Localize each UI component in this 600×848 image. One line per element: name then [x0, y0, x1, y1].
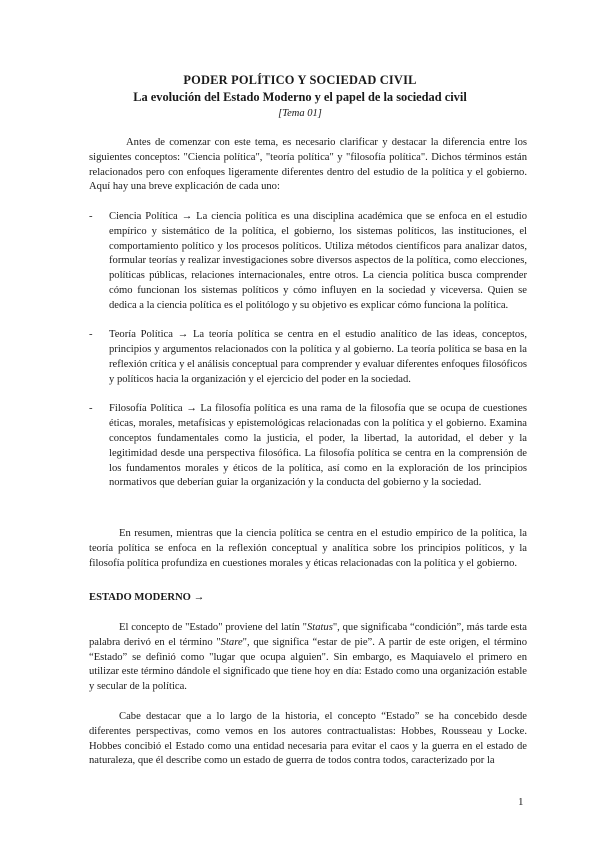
latin-term-status: Status [306, 622, 333, 633]
topic-bracket-close: ] [317, 108, 322, 119]
document-header [60, 72, 540, 121]
topic-bracket-open: [ [278, 108, 283, 119]
definitions-list [89, 210, 527, 506]
list-dash: - [89, 211, 93, 222]
section-heading: ESTADO MODERNO → [89, 592, 205, 603]
list-item-text: Filosofía Política → La filosofía política es una rama de la filosofía que se ocupa de cuestiones éticas, morales, metafísicas y epistemológicas relacionadas con la política y el gobierno. Examina conceptos fundamentales como la justicia, el poder, la libertad, la autoridad, el deber y la legitimidad desde una perspectiva filosófica. La filosofía política se centra en la comprensión de los fundamentos morales y éticos de la política, así como en la exploración de los principios normativos que deberían guiar la organización y la conducta del gobierno y la sociedad. [109, 403, 527, 489]
contractualists-paragraph: Cabe destacar que a lo largo de la historia, el concepto “Estado” se ha concebido desde diferentes perspectivas, como vemos en los autores contractualistas: Hobbes, Rousseau y Locke. Hobbes concibió el Estado como una entidad necesaria para evitar el caos y la guerra en el estado de naturaleza, que él describe como un estado de guerra de todos contra todos, caracterizado por la [89, 711, 527, 767]
document-subtitle: La evolución del Estado Moderno y el papel de la sociedad civil [133, 90, 467, 104]
list-dash: - [89, 403, 93, 415]
latin-term-stare: Stare [220, 636, 243, 648]
list-dash: - [89, 329, 93, 341]
topic-number: Tema 01 [282, 108, 318, 119]
document-title: PODER POLÍTICO Y SOCIEDAD CIVIL [183, 73, 417, 87]
estado-origin-paragraph [89, 621, 527, 695]
list-item [89, 402, 527, 491]
summary-paragraph: En resumen, mientras que la ciencia política se centra en el estudio empírico de la política, la teoría política se enfoca en la reflexión conceptual y analítica sobre los principios políticos, y la filosofía política profundiza en cuestiones morales y éticas relacionadas con la política y el gobierno. [89, 528, 527, 569]
list-item [89, 210, 527, 314]
topic-label [60, 106, 540, 121]
list-item [89, 328, 527, 387]
paragraph-text: ", que significaba “condición”, más tarde esta palabra derivó en el término " [89, 622, 527, 648]
list-item-text: Teoría Política → La teoría política se centra en el estudio analítico de las ideas, conceptos, principios y argumentos relacionados con la política y al gobierno. La teoría política se basa en la reflexión crítica y el análisis conceptual para comprender y evaluar diferentes enfoques filosóficos y políticos hacia la organización y el ejercicio del poder en la sociedad. [109, 329, 527, 385]
intro-paragraph: Antes de comenzar con este tema, es necesario clarificar y destacar la diferencia entre los siguientes conceptos: "Ciencia política", "teoría política" y "filosofía política". Dichos términos están relacionados pero con enfoques ligeramente diferentes dentro del estudio de la política y el gobierno. Aquí hay una breve explicación de cada uno: [89, 137, 527, 193]
paragraph-text: ", que significa “estar de pie”. A partir de este origen, el término “Estado” se definió como "lugar que ocupa alguien". Sin embargo, es Maquiavelo el primero en utilizar este término dándole el significado que tiene hoy en día: Estado como una organización estable y secular de la política. [89, 636, 527, 693]
paragraph-text: El concepto de "Estado" proviene del latín " [119, 622, 307, 633]
page-number: 1 [518, 796, 524, 808]
list-item-text: Ciencia Política → La ciencia política es una disciplina académica que se enfoca en el estudio empírico y sistemático de la política, el gobierno, los sistemas políticos, las instituciones, el comportamiento político y los procesos políticos. Utiliza métodos científicos para analizar datos, formular teorías y realizar investigaciones sobre diversos aspectos de la política, como elecciones, políticas públicas, relaciones internacionales, entre otros. La ciencia política busca comprender cómo funcionan los sistemas políticos y cómo influyen en la sociedad y viceversa. Quien se dedica a la ciencia política es el politólogo y su objetivo es explicar cómo funciona la política. [109, 211, 527, 311]
